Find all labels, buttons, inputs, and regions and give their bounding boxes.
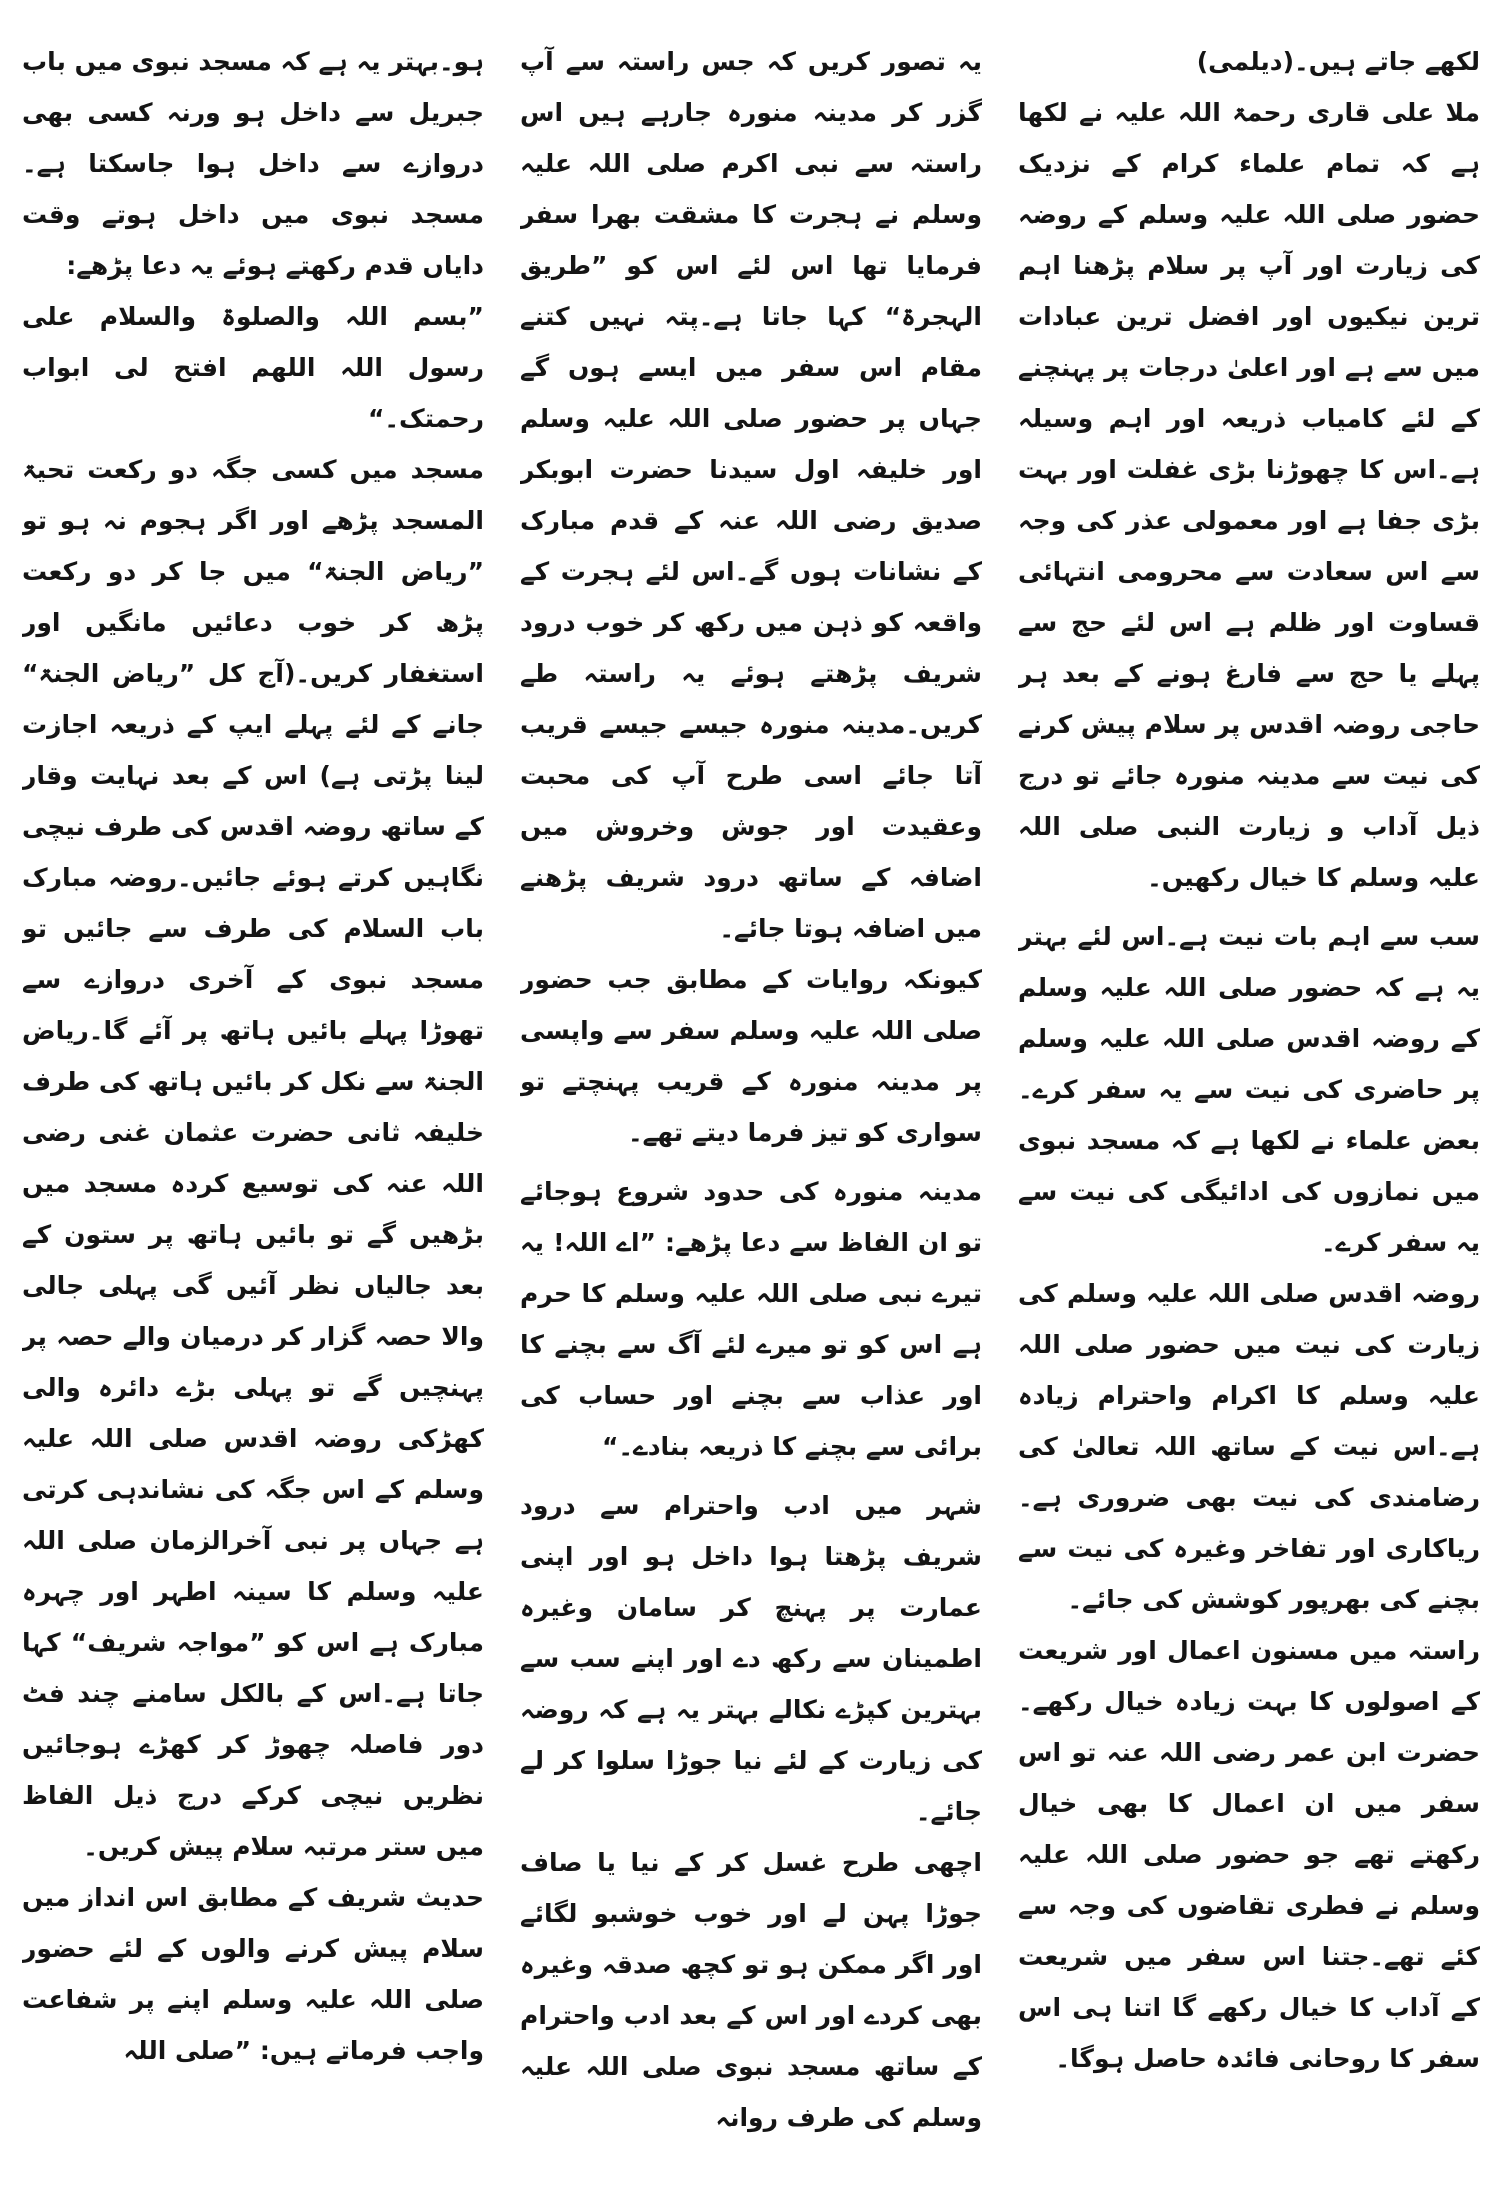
text-column-right bbox=[1018, 36, 1480, 2186]
paragraph: حدیث شریف کے مطابق اس انداز میں سلام پیش کرنے والوں کے لئے حضور صلی اللہ علیہ وسلم اپنے پر شفاعت واجب فرماتے ہیں: ”صلی اللہ bbox=[22, 1883, 484, 2065]
paragraph: راستہ میں مسنون اعمال اور شریعت کے اصولوں کا بہت زیادہ خیال رکھے۔حضرت ابن عمر رضی اللہ عنہ تو اس سفر میں ان اعمال کا بھی خیال رکھتے تھے جو حضور صلی اللہ علیہ وسلم نے فطری تقاضوں کی وجہ سے کئے تھے۔جتنا اس سفر میں شریعت کے آداب کا خیال رکھے گا اتنا ہی اس سفر کا روحانی فائدہ حاصل ہوگا۔ bbox=[1018, 1636, 1480, 2073]
paragraph: مدینہ منورہ کی حدود شروع ہوجائے تو ان الفاظ سے دعا پڑھے: ”اے اللہ! یہ تیرے نبی صلی اللہ علیہ وسلم کا حرم ہے اس کو تو میرے لئے آگ سے بچنے کا اور عذاب سے بچنے اور حساب کی برائی سے بچنے کا ذریعہ بنادے۔“ bbox=[520, 1177, 982, 1461]
text-column-middle bbox=[520, 36, 982, 2186]
paragraph: ہو۔بہتر یہ ہے کہ مسجد نبوی میں باب جبریل سے داخل ہو ورنہ کسی بھی دروازے سے داخل ہوا جاسکتا ہے۔مسجد نبوی میں داخل ہوتے وقت دایاں قدم رکھتے ہوئے یہ دعا پڑھے: bbox=[22, 47, 484, 280]
paragraph: شہر میں ادب واحترام سے درود شریف پڑھتا ہوا داخل ہو اور اپنی عمارت پر پہنچ کر سامان وغیرہ اطمینان سے رکھ دے اور اپنے سب سے بہترین کپڑے نکالے بہتر یہ ہے کہ روضہ کی زیارت کے لئے نیا جوڑا سلوا کر لے جائے۔ bbox=[520, 1491, 982, 1826]
paragraph: کیونکہ روایات کے مطابق جب حضور صلی اللہ علیہ وسلم سفر سے واپسی پر مدینہ منورہ کے قریب پہنچتے تو سواری کو تیز فرما دیتے تھے۔ bbox=[520, 965, 982, 1147]
paragraph: سب سے اہم بات نیت ہے۔اس لئے بہتر یہ ہے کہ حضور صلی اللہ علیہ وسلم کے روضہ اقدس صلی اللہ علیہ وسلم پر حاضری کی نیت سے یہ سفر کرے۔بعض علماء نے لکھا ہے کہ مسجد نبوی میں نمازوں کی ادائیگی کی نیت سے یہ سفر کرے۔ bbox=[1018, 922, 1480, 1257]
paragraph: لکھے جاتے ہیں۔(دیلمی) bbox=[1196, 47, 1480, 76]
text-column-left bbox=[22, 36, 484, 2186]
paragraph: مسجد میں کسی جگہ دو رکعت تحیۃ المسجد پڑھے اور اگر ہجوم نہ ہو تو ”ریاض الجنۃ“ میں جا کر دو رکعت پڑھ کر خوب دعائیں مانگیں اور استغفار کریں۔(آج کل ”ریاض الجنۃ“ جانے کے لئے پہلے ایپ کے ذریعہ اجازت لینا پڑتی ہے) اس کے بعد نہایت وقار کے ساتھ روضہ اقدس کی طرف نیچی نگاہیں کرتے ہوئے جائیں۔روضہ مبارک باب السلام کی طرف سے جائیں تو مسجد نبوی کے آخری دروازے سے تھوڑا پہلے بائیں ہاتھ پر آئے گا۔ریاض الجنۃ سے نکل کر بائیں ہاتھ کی طرف خلیفہ ثانی حضرت عثمان غنی رضی اللہ عنہ کی توسیع کردہ مسجد میں بڑھیں گے تو بائیں ہاتھ پر ستون کے بعد جالیاں نظر آئیں گی پہلی جالی والا حصہ گزار کر درمیان والے حصہ پر پہنچیں گے تو پہلی بڑے دائرہ والی کھڑکی روضہ اقدس صلی اللہ علیہ وسلم کے اس جگہ کی نشاندہی کرتی ہے جہاں پر نبی آخرالزمان صلی اللہ علیہ وسلم کا سینہ اطہر اور چہرہ مبارک ہے اس کو ”مواجہ شریف“ کہا جاتا ہے۔اس کے بالکل سامنے چند فٹ دور فاصلہ چھوڑ کر کھڑے ہوجائیں نظریں نیچی کرکے درج ذیل الفاظ میں ستر مرتبہ سلام پیش کریں۔ bbox=[22, 455, 484, 1861]
paragraph: یہ تصور کریں کہ جس راستہ سے آپ گزر کر مدینہ منورہ جارہے ہیں اس راستہ سے نبی اکرم صلی اللہ علیہ وسلم نے ہجرت کا مشقت بھرا سفر فرمایا تھا اس لئے اس کو ”طریق الہجرۃ“ کہا جاتا ہے۔پتہ نہیں کتنے مقام اس سفر میں ایسے ہوں گے جہاں پر حضور صلی اللہ علیہ وسلم اور خلیفہ اول سیدنا حضرت ابوبکر صدیق رضی اللہ عنہ کے قدم مبارک کے نشانات ہوں گے۔اس لئے ہجرت کے واقعہ کو ذہن میں رکھ کر خوب درود شریف پڑھتے ہوئے یہ راستہ طے کریں۔مدینہ منورہ جیسے جیسے قریب آتا جائے اسی طرح آپ کی محبت وعقیدت اور جوش وخروش میں اضافہ کے ساتھ درود شریف پڑھنے میں اضافہ ہوتا جائے۔ bbox=[520, 47, 982, 943]
paragraph: ملا علی قاری رحمۃ اللہ علیہ نے لکھا ہے کہ تمام علماء کرام کے نزدیک حضور صلی اللہ علیہ وسلم کے روضہ کی زیارت اور آپ پر سلام پڑھنا اہم ترین نیکیوں اور افضل ترین عبادات میں سے ہے اور اعلیٰ درجات پر پہنچنے کے لئے کامیاب ذریعہ اور اہم وسیلہ ہے۔اس کا چھوڑنا بڑی غفلت اور بہت بڑی جفا ہے اور معمولی عذر کی وجہ سے اس سعادت سے محرومی انتہائی قساوت اور ظلم ہے اس لئے حج سے پہلے یا حج سے فارغ ہونے کے بعد ہر حاجی روضہ اقدس پر سلام پیش کرنے کی نیت سے مدینہ منورہ جائے تو درج ذیل آداب و زیارت النبی صلی اللہ علیہ وسلم کا خیال رکھیں۔ bbox=[1018, 98, 1480, 892]
dua-quote: ”بسم اللہ والصلوۃ والسلام علی رسول اللہ اللھم افتح لی ابواب رحمتک۔“ bbox=[22, 302, 484, 433]
paragraph: اچھی طرح غسل کر کے نیا یا صاف جوڑا پہن لے اور خوب خوشبو لگائے اور اگر ممکن ہو تو کچھ صدقہ وغیرہ بھی کردے اور اس کے بعد ادب واحترام کے ساتھ مسجد نبوی صلی اللہ علیہ وسلم کی طرف روانہ bbox=[520, 1848, 982, 2132]
paragraph: روضہ اقدس صلی اللہ علیہ وسلم کی زیارت کی نیت میں حضور صلی اللہ علیہ وسلم کا اکرام واحترام زیادہ ہے۔اس نیت کے ساتھ اللہ تعالیٰ کی رضامندی کی نیت بھی ضروری ہے۔ریاکاری اور تفاخر وغیرہ کی نیت سے بچنے کی بھرپور کوشش کی جائے۔ bbox=[1018, 1279, 1480, 1614]
